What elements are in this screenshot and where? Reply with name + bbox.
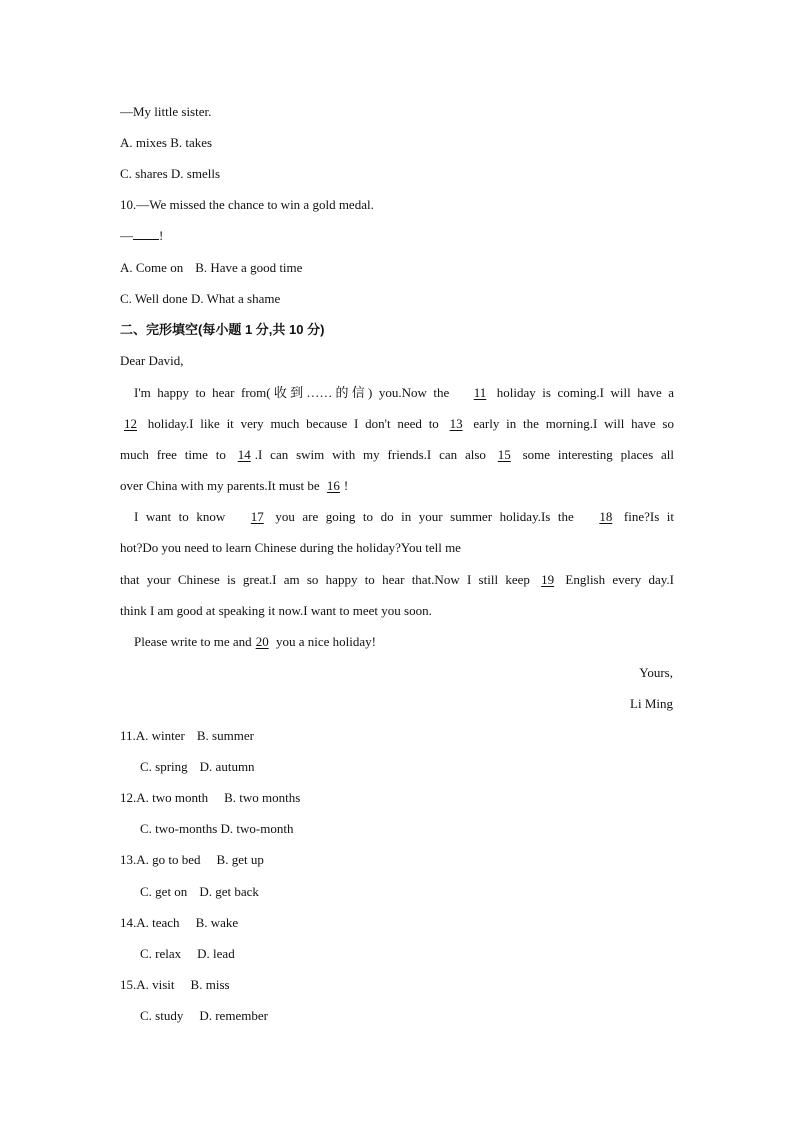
q15-options-ab [120, 977, 230, 993]
letter-closing: Yours, [639, 665, 673, 680]
blank-16: 16 [326, 478, 340, 493]
text-segment: you are going to do in your summer holiday.Is the [275, 509, 574, 524]
option-a: 12.A. two month [120, 790, 209, 805]
text-segment: much free time to [120, 447, 226, 462]
option-b: B. Have a good time [195, 260, 303, 275]
section-heading: 二、完形填空(每小题 1 分,共 10 分) [120, 322, 325, 337]
blank-13: 13 [449, 416, 463, 431]
q11-options-ab [120, 728, 254, 744]
q13-options-cd [140, 884, 259, 900]
text-segment: some interesting places all [522, 447, 674, 462]
option-b: B. wake [195, 915, 239, 930]
option-c: C. relax [140, 946, 182, 961]
letter-p2-line2: hot?Do you need to learn Chinese during the holiday?You tell me [120, 540, 461, 555]
option-c: C. get on [140, 884, 188, 899]
blank-17: 17 [250, 509, 264, 524]
option-c: C. Well done [120, 291, 188, 306]
text-segment: holiday.I like it very much because I don't need to [147, 416, 439, 431]
q12-options-cd [140, 821, 294, 837]
blank-14: 14 [237, 447, 251, 462]
option-b: B. takes [170, 135, 213, 150]
q10-reply-prefix: — [120, 228, 133, 243]
text-segment: English every day.I [565, 572, 675, 587]
text-segment: early in the morning.I will have so [473, 416, 674, 431]
option-a: A. mixes [120, 135, 167, 150]
prev-options-ab [120, 135, 212, 151]
option-d: D. smells [170, 166, 221, 181]
q10-reply [120, 228, 163, 244]
q14-options-ab [120, 915, 238, 931]
option-d: D. What a shame [190, 291, 281, 306]
blank-19: 19 [541, 572, 555, 587]
letter-greeting: Dear David, [120, 353, 184, 368]
letter-signature: Li Ming [630, 696, 673, 711]
option-a: A. Come on [120, 260, 184, 275]
option-a: 15.A. visit [120, 977, 175, 992]
text-segment: that your Chinese is great.I am so happy to hear that.Now I still keep [120, 572, 530, 587]
blank-12: 12 [124, 416, 137, 431]
q15-options-cd [140, 1008, 268, 1024]
text-segment: ! [343, 478, 349, 493]
q10-options-ab [120, 260, 302, 276]
letter-p1-line1 [120, 385, 674, 401]
text-segment: .I can swim with my friends.I can also [254, 447, 486, 462]
blank-20: 20 [255, 634, 269, 649]
letter-p3 [134, 634, 376, 650]
letter-p2-line1 [120, 509, 674, 525]
option-a: 14.A. teach [120, 915, 180, 930]
q14-options-cd [140, 946, 235, 962]
option-d: D. lead [197, 946, 235, 961]
q10-answer-blank [133, 228, 159, 240]
option-c: C. spring [140, 759, 188, 774]
option-d: D. autumn [199, 759, 255, 774]
blank-11: 11 [473, 385, 487, 400]
option-b: B. miss [190, 977, 230, 992]
text-segment: Please write to me and [134, 634, 252, 649]
option-b: B. get up [216, 852, 264, 867]
text-segment: over China with my parents.It must be [120, 478, 320, 493]
letter-p1-line3 [120, 447, 674, 463]
option-c: C. shares [120, 166, 168, 181]
q13-options-ab [120, 852, 264, 868]
q12-options-ab [120, 790, 300, 806]
q10-options-cd [120, 291, 280, 307]
q11-options-cd [140, 759, 255, 775]
option-a: 13.A. go to bed [120, 852, 201, 867]
q10-reply-suffix: ! [159, 228, 164, 243]
option-b: B. two months [224, 790, 301, 805]
blank-15: 15 [497, 447, 511, 462]
text-segment: I'm happy to hear from(收到……的信) you.Now the [134, 385, 450, 400]
text-segment: fine?Is it [623, 509, 675, 524]
letter-p2-line4: think I am good at speaking it now.I want to meet you soon. [120, 603, 432, 618]
option-d: D. two-month [220, 821, 294, 836]
blank-18: 18 [599, 509, 613, 524]
option-d: D. remember [199, 1008, 268, 1023]
prev-options-cd [120, 166, 220, 182]
letter-p1-line2 [120, 416, 674, 432]
option-c: C. study [140, 1008, 184, 1023]
prev-answer-line: —My little sister. [120, 104, 212, 119]
option-c: C. two-months [140, 821, 218, 836]
text-segment: I want to know [134, 509, 226, 524]
letter-p2-line3 [120, 572, 674, 588]
text-segment: you a nice holiday! [275, 634, 376, 649]
q10-stem: 10.—We missed the chance to win a gold medal. [120, 197, 374, 212]
letter-p1-line4 [120, 478, 348, 494]
option-d: D. get back [199, 884, 259, 899]
option-b: B. summer [196, 728, 254, 743]
text-segment: holiday is coming.I will have a [496, 385, 675, 400]
option-a: 11.A. winter [120, 728, 185, 743]
